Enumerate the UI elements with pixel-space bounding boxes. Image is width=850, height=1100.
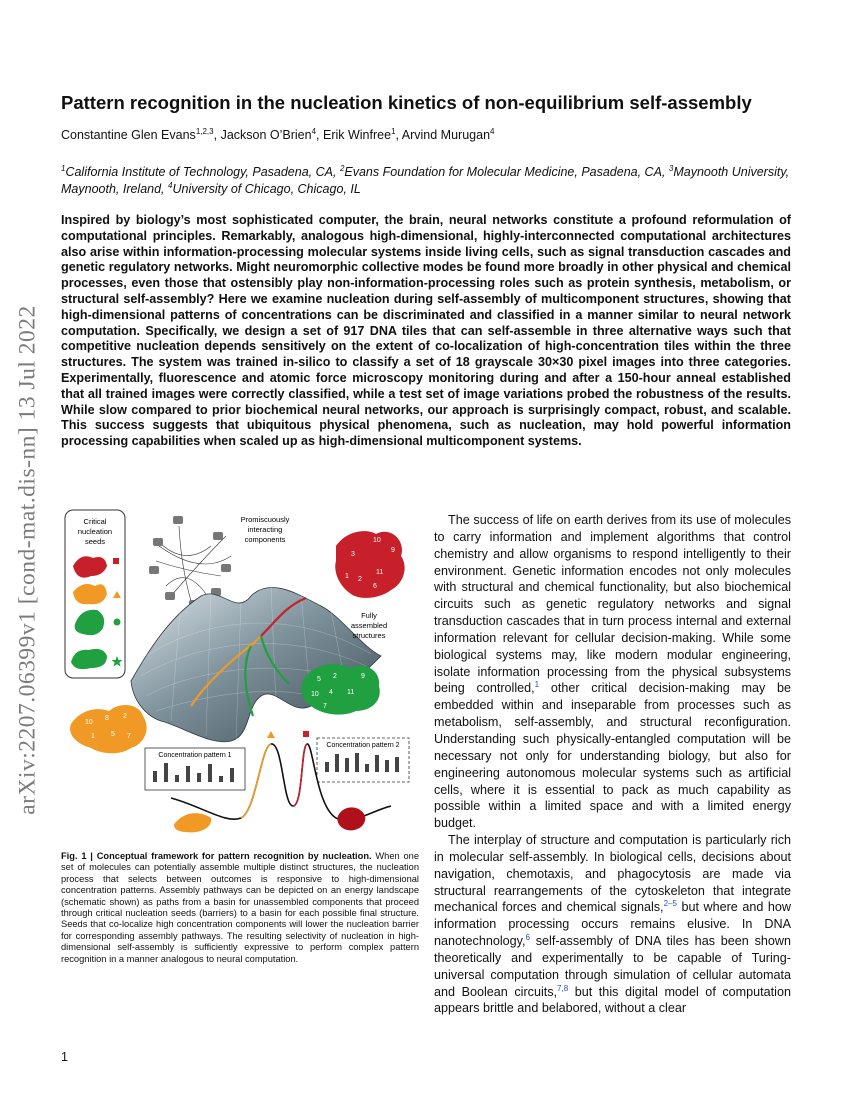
assembled-orange	[70, 705, 147, 753]
tile-number: 2	[123, 713, 127, 720]
assembled-label: Fully assembled structures	[350, 611, 388, 640]
abstract: Inspired by biology’s most sophisticated computer, the brain, neural networks constitute a profound reformulation of computational principles. Remarkably, analogous high-dimensional, highly-interconnected computational architectures also arise within information-processing molecular systems inside living cells, such as signal transduction cascades and genetic regulatory networks. Might neuromorphic collective modes be found more broadly in other physical and chemical processes, even those that ostensibly play non-information-processing roles such as protein synthesis, metabolism, or structural self-assembly? Here we examine nucleation during self-assembly of multicomponent structures, showing that high-dimensional patterns of concentrations can be discriminated and classified in a manner similar to neural network computation. Specifically, we design a set of 917 DNA tiles that can self-assemble in three alternative ways such that competitive nucleation depends sensitively on the extent of co-localization of high-concentration tiles within the three structures. The system was trained in-silico to classify a set of 18 grayscale 30×30 pixel images into three categories. Experimentally, fluorescence and atomic force microscopy monitoring during and after a 150-hour anneal established that all trained images were correctly classified, while a test set of image variations probed the robustness of the results. While slow compared to prior biochemical neural networks, our approach is surprisingly compact, robust, and scalable. This success suggests that ubiquitous physical phenomena, such as nucleation, may hold powerful information processing capabilities when scaled up as high-dimensional multicomponent systems.	[61, 213, 791, 449]
author-sup: 4	[311, 126, 317, 136]
tile-number: 5	[111, 731, 115, 738]
affiliation: California Institute of Technology, Pasadena, CA,	[65, 165, 337, 179]
paragraph-text: The interplay of structure and computation is particularly rich in molecular self-assembly. In biological cells, decisions about navigation, chemotaxis, and phagocytosis are made via structural rearrangements of the cytoskeleton that integrate mechanical forces and chemical signals,	[434, 833, 791, 915]
arxiv-identifier[interactable]: arXiv:2207.06399v1 [cond-mat.dis-nn] 13 Jul 2022	[14, 305, 41, 815]
tile-number: 10	[85, 719, 93, 726]
concentration-bar	[175, 775, 179, 782]
paragraph-text: but where and how information processing occurs remains elusive. In DNA nanotechnology,	[434, 900, 791, 949]
author-sup: 1,2,3	[195, 126, 214, 136]
concentration-bar	[355, 753, 359, 772]
author-name: Erik Winfree	[322, 128, 392, 142]
red-square-marker	[303, 731, 309, 737]
red-product-blob	[337, 807, 365, 830]
figure-1	[61, 506, 423, 842]
concentration-bar	[395, 757, 399, 772]
concentration-bar	[325, 762, 329, 772]
assembled-green	[301, 664, 380, 714]
page-number: 1	[61, 1050, 68, 1064]
seeds-label: Critical nucleation seeds	[77, 517, 113, 546]
tile-number: 4	[329, 689, 333, 696]
affil-sup: 2	[339, 163, 345, 173]
concentration-bar	[164, 763, 168, 782]
concentration-bar	[153, 771, 157, 782]
author-sup: 1	[391, 126, 396, 136]
concentration-bar	[230, 768, 234, 782]
affiliation: Maynooth University, Maynooth, Ireland,	[61, 165, 790, 196]
concentration-bar	[385, 760, 389, 772]
pattern1-label: Concentration pattern 1	[158, 752, 232, 759]
tile-number: 7	[323, 703, 327, 710]
citation-link[interactable]: 1	[534, 680, 540, 690]
caption-text: When one set of molecules can potentially assemble multiple distinct structures, the nucleation process that selects between outcomes is responsive to high-dimensional concentration patterns. Assembly pathways can be depicted on an energy landscape (schematic shown) as paths from a basin for unassembled components that proceed through critical nucleation seeds (barriers) to a basin for each possible final structure. Seeds that co-localize high concentration components will lower the nucleation barrier for corresponding assembly pathways. The resulting selectivity of nucleation in high-dimensional self-assembly is sufficiently expressive to perform complex pattern recognition in a manner analogous to neural computation.	[61, 851, 419, 964]
paragraph-text: self-assembly of DNA tiles has been shown theoretically and experimentally to be capable of Turing-universal computation through simulation of cellular automata and Boolean circuits,	[434, 934, 791, 999]
tile-number: 11	[347, 689, 355, 696]
pattern2-label: Concentration pattern 2	[326, 742, 400, 749]
concentration-bar	[197, 773, 201, 782]
assembled-red	[335, 531, 404, 598]
figure-caption	[61, 851, 419, 965]
concentration-bar	[186, 766, 190, 782]
paragraph-text: The success of life on earth derives from its use of molecules to carry information and implement algorithms that control chemistry and allow organisms to respond intelligently to their environment. Genetic information encodes not only molecules with structural and chemical functionality, but also biochemical circuits such as genetic regulatory networks and signal transduction cascades that in turn process internal and external information relevant for cellular decision-making. While some biological systems may, like modern modular engineering, isolate information processing from the physical subsystems being controlled,	[434, 513, 791, 696]
author-name: Arvind Murugan	[401, 128, 491, 142]
caption-label: Fig. 1 | Conceptual framework for pattern recognition by nucleation.	[61, 851, 372, 861]
energy-landscape	[131, 587, 381, 741]
body-text	[434, 512, 791, 1017]
concentration-bar	[219, 776, 223, 782]
concentration-bar	[208, 764, 212, 782]
seed-orange	[73, 584, 121, 604]
pattern2-bars	[325, 753, 399, 772]
author-name: Jackson O’Brien	[220, 128, 312, 142]
curve-orange-segment	[241, 744, 271, 818]
author-list: Constantine Glen Evans$^{1,2,3}$, Jackson O’Brien$^4$, Erik Winfree$^1$, Arvind Murugan$^4$	[61, 126, 495, 142]
curve-red-segment	[293, 744, 307, 806]
paragraph	[434, 512, 791, 832]
concentration-bar	[345, 758, 349, 772]
arxiv-sidebar	[8, 260, 48, 860]
tile-number: 1	[91, 733, 95, 740]
affil-sup: 4	[168, 180, 173, 190]
pattern1-bars	[153, 763, 234, 782]
affiliations	[61, 164, 796, 198]
affiliation: Evans Foundation for Molecular Medicine, Pasadena, CA,	[344, 165, 666, 179]
tile-number: 8	[105, 715, 109, 722]
affil-sup: 3	[668, 163, 674, 173]
tile-number: 10	[373, 537, 381, 544]
paragraph-text: other critical decision-making may be embedded within and inseparable from processes such as metabolism, self-assembly, and structural reconfiguration. Understanding such physically-entangled computation will be necessary not only for understanding biology, but also for engineering autonomous molecular systems such as artificial cells, where it is essential to pack as much capability as possible within a limited space and with a limited energy budget.	[434, 681, 792, 831]
components-label: Promiscuously interacting components	[240, 515, 290, 544]
citation-link[interactable]: 2–5	[663, 899, 677, 909]
citation-link[interactable]: 6	[525, 932, 530, 942]
tile-number: 9	[361, 673, 365, 680]
orange-product-blob	[174, 813, 211, 832]
concentration-bar	[375, 755, 379, 772]
seed-red	[73, 556, 119, 577]
tile-number: 1	[345, 573, 349, 580]
tile-number: 5	[317, 676, 321, 683]
tile-number: 11	[376, 569, 384, 576]
paragraph	[434, 832, 791, 1017]
orange-triangle-marker	[267, 731, 275, 738]
tile-number: 6	[373, 583, 377, 590]
author-name: Constantine Glen Evans	[61, 128, 196, 142]
tile-number: 10	[311, 691, 319, 698]
tile-number: 7	[127, 733, 131, 740]
tile-number: 9	[391, 547, 395, 554]
paper-title: Pattern recognition in the nucleation kinetics of non-equilibrium self-assembly	[61, 92, 752, 113]
tile-number: 3	[351, 551, 355, 558]
seed-green	[75, 610, 121, 635]
affil-sup: 1	[61, 163, 66, 173]
concentration-bar	[365, 764, 369, 772]
tile-number: 2	[358, 576, 362, 583]
author-sup: 4	[490, 126, 495, 136]
seed-green-2	[71, 649, 123, 669]
citation-link[interactable]: 7,8	[557, 983, 569, 993]
concentration-bar	[335, 754, 339, 772]
tile-number: 2	[333, 673, 337, 680]
paragraph-text: but this digital model of computation appears brittle and belabored, without a clear	[434, 984, 791, 1016]
affiliation: University of Chicago, Chicago, IL	[172, 182, 361, 196]
